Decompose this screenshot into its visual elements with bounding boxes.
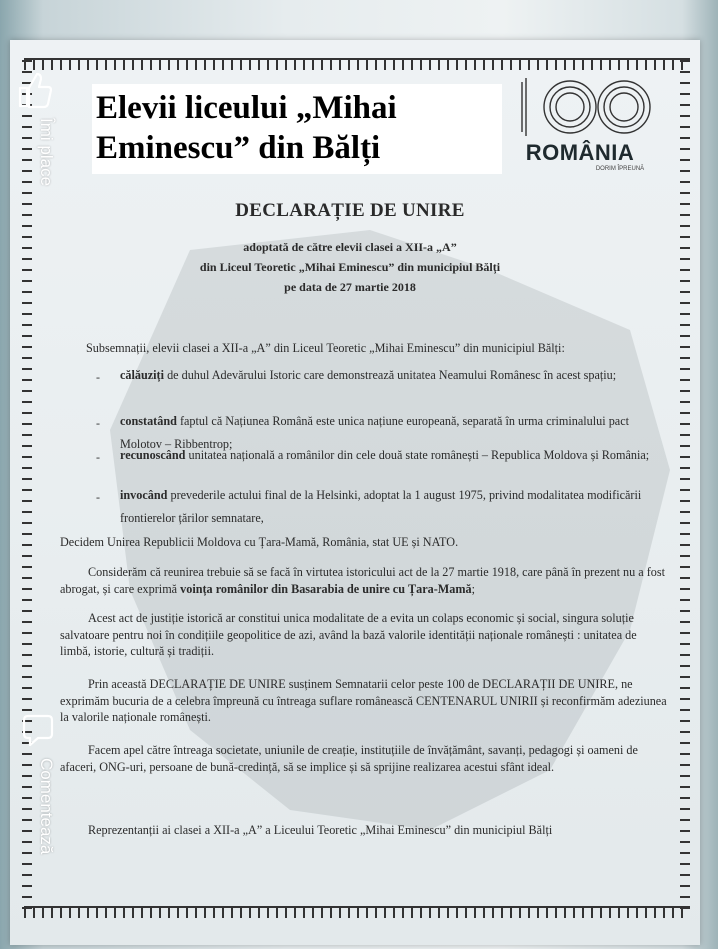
comment-label: Comentează bbox=[37, 758, 56, 855]
bullet-item: recunoscând unitatea națională a românilor din cele două state românești – Republica Moldova și România; bbox=[120, 448, 650, 462]
decorative-border-top bbox=[24, 58, 690, 70]
paragraph-3: Prin această DECLARAȚIE DE UNIRE susținem Semnatarii celor peste 100 de DECLARAȚII DE UNIRE, ne exprimăm bucuria de a celebra împreună cu întreaga suflare românească CENTENARUL UNIRII și reconfirmăm adeziunea la valorile naționale românești. bbox=[60, 677, 667, 724]
decision-text: Decidem Unirea Republicii Moldova cu Țara-Mamă, România, stat UE și NATO. bbox=[60, 535, 459, 549]
subtitle-line: din Liceul Teoretic „Mihai Eminescu” din municipiul Bălți bbox=[199, 260, 501, 274]
intro-text: Subsemnații, elevii clasei a XII-a „A” din Liceul Teoretic „Mihai Eminescu” din municipiul Bălți: bbox=[86, 341, 565, 355]
like-action[interactable] bbox=[8, 70, 58, 270]
comment-action[interactable] bbox=[8, 712, 58, 932]
like-label: Îmi place bbox=[37, 118, 56, 187]
logo-name: ROMÂNIA bbox=[525, 140, 635, 165]
bullet-mark: - bbox=[96, 490, 100, 504]
decorative-border-right bbox=[680, 60, 690, 912]
paragraph-4: Facem apel către întreaga societate, uniunile de creație, instituțiile de învățământ, savanți, pedagogi și oameni de afaceri, ONG-uri, persoane de bună-credință, să se implice și să sprijine realizarea acestui sfânt ideal. bbox=[60, 743, 638, 774]
overlay-title: Elevii liceului „Mihai Eminescu” din Bălți bbox=[96, 90, 397, 166]
speech-bubble-icon bbox=[22, 712, 54, 748]
subtitle-line: adoptată de către elevii clasei a XII-a „A” bbox=[243, 240, 457, 254]
paragraph-1: Considerăm că reunirea trebuie să se facă în virtutea istoricului act de la 27 martie 1918, care până în prezent nu a fost abrogat, și care exprimă voința românilor din Basarabia de unire cu Țara-Mamă; bbox=[60, 565, 665, 596]
bullet-mark: - bbox=[96, 416, 100, 430]
bullet-item: constatând faptul că Națiunea Română este unica națiune europeană, separată în urma criminalului pact Molotov – Ribbentrop; bbox=[120, 414, 629, 451]
logo-100-graphic bbox=[512, 72, 660, 142]
paragraph-2: Acest act de justiție istorică ar constitui unica modalitate de a evita un colaps economic și social, singura soluție salvatoare pentru noi în condițiile geopolitice de azi, având la bază valorile identității naționale românești : unitatea de limbă, istorie, cultură și tradiții. bbox=[60, 611, 637, 658]
subtitle-line: pe data de 27 martie 2018 bbox=[284, 280, 416, 294]
bullet-item: călăuziți de duhul Adevărului Istoric care demonstrează unitatea Neamului Românesc în acest spațiu; bbox=[120, 368, 617, 382]
signature-line: Reprezentanții ai clasei a XII-a „A” a Liceului Teoretic „Mihai Eminescu” din municipiul Bălți bbox=[88, 823, 553, 837]
bullet-mark: - bbox=[96, 450, 100, 464]
thumbs-up-icon bbox=[16, 70, 52, 110]
logo-tagline: DORIM ÎPREUNĂ bbox=[595, 166, 645, 172]
bullet-mark: - bbox=[96, 370, 100, 384]
decorative-border-bottom bbox=[24, 906, 690, 918]
document-title: DECLARAȚIE DE UNIRE bbox=[235, 200, 465, 221]
bullet-item: invocând prevederile actului final de la Helsinki, adoptat la 1 august 1975, privind modalitatea modificării frontierelor țărilor semnatare, bbox=[120, 488, 642, 525]
